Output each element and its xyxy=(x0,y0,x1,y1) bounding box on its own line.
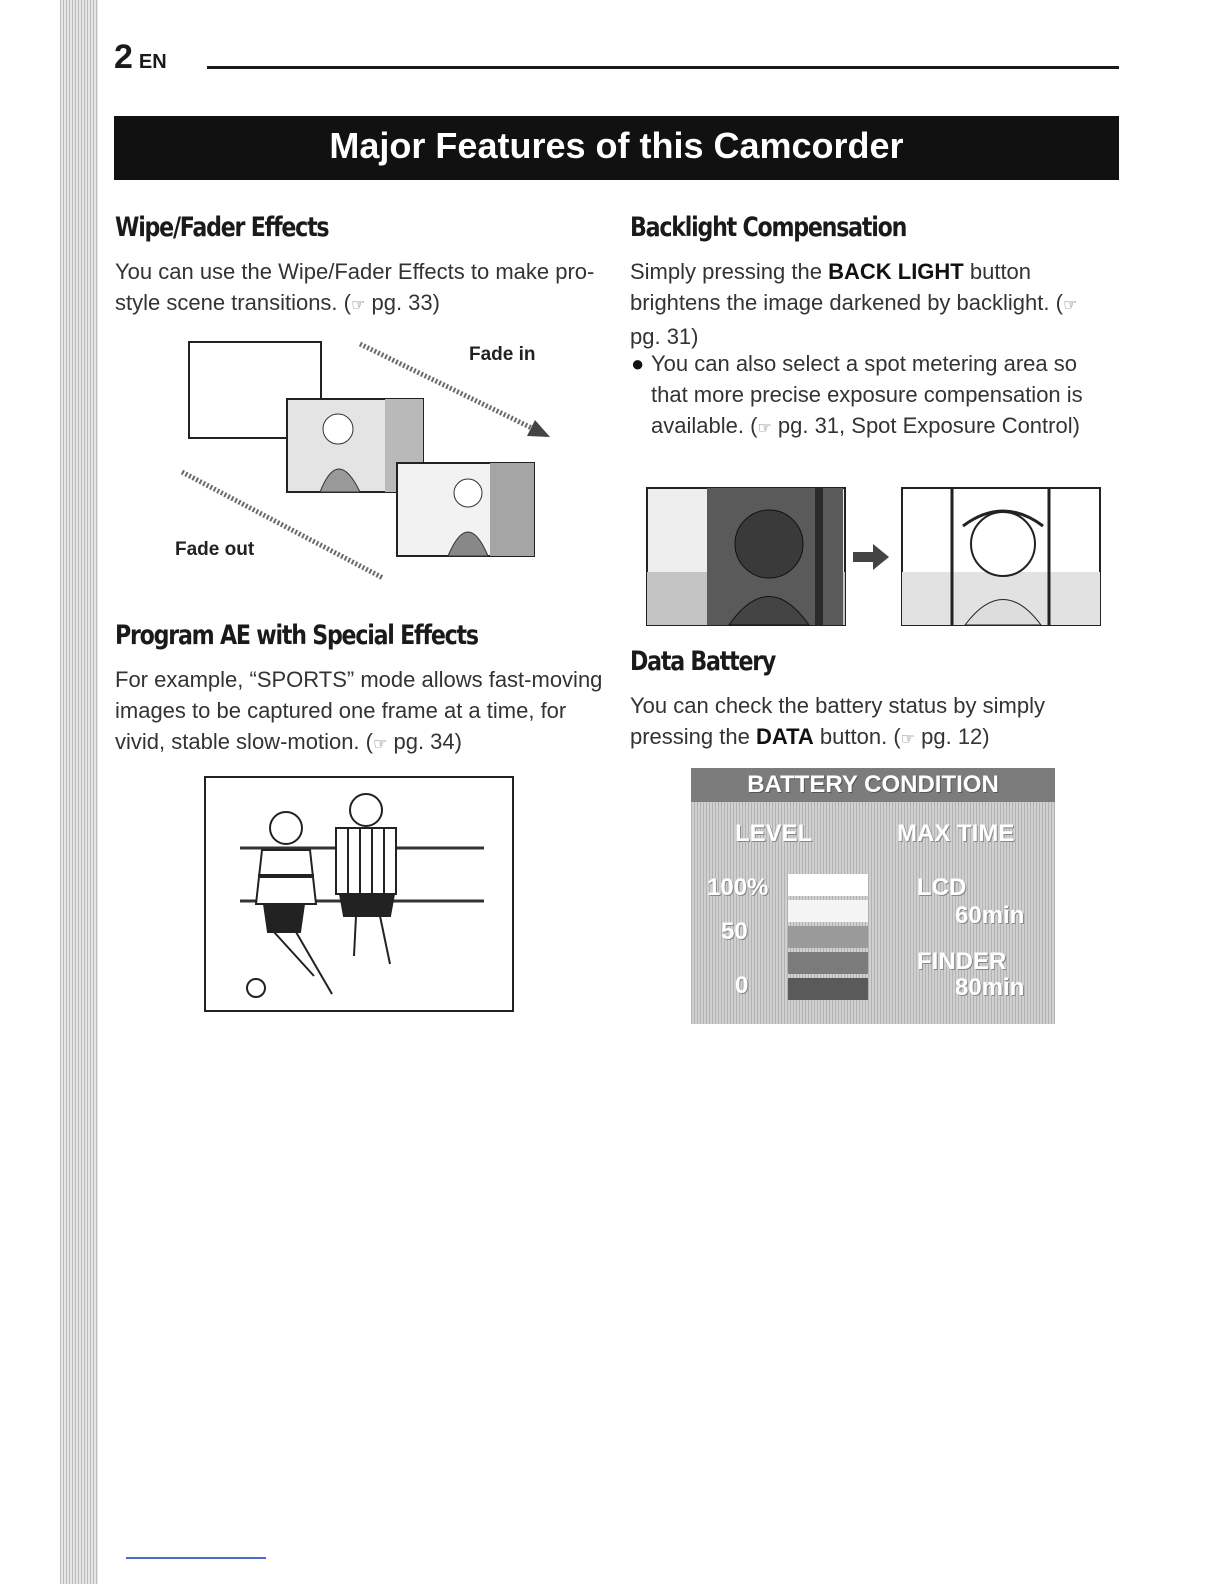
battery-bar-50 xyxy=(788,926,868,948)
header-rule xyxy=(207,66,1119,69)
program-ae-desc: For example, “SPORTS” mode allows fast-moving images to be captured one frame at a time, for vivid, stable slow-motion. xyxy=(115,667,603,754)
backlight-text-post: button brightens the image darkened by backlight. xyxy=(630,259,1050,315)
battery-bar-25 xyxy=(788,952,868,974)
program-ae-ref: pg. 34 xyxy=(393,729,455,754)
bullet-icon: ● xyxy=(631,351,645,376)
finder-label: FINDER xyxy=(917,948,1007,975)
fade-out-label: Fade out xyxy=(175,539,255,560)
level-50-label: 50 xyxy=(721,918,748,945)
data-battery-text-post: button. xyxy=(813,724,888,749)
wipe-fader-ref: pg. 33 xyxy=(371,290,433,315)
battery-bar-75 xyxy=(788,900,868,922)
backlight-illustration xyxy=(645,486,1105,628)
lcd-time: 60min xyxy=(955,902,1025,929)
pointer-icon: ☞ xyxy=(900,731,915,748)
backlight-ref: pg. 31 xyxy=(630,324,692,349)
backlight-text: Simply pressing the BACK LIGHT button brightens the image darkened by backlight. (☞ pg. 31) xyxy=(630,259,1078,349)
backlight-bullet-ref: pg. 31, Spot Exposure Control) xyxy=(777,413,1080,438)
battery-condition-title: BATTERY CONDITION xyxy=(691,768,1055,802)
arrow-right-icon xyxy=(853,544,889,570)
level-100-label: 100% xyxy=(707,874,769,901)
backlight-bullet-text: You can also select a spot metering area so that more precise exposure compensation is available. xyxy=(651,351,1083,438)
wipe-fader-text: You can use the Wipe/Fader Effects to make pro-style scene transitions. (☞ pg. 33) xyxy=(115,259,595,315)
back-light-button-label: BACK LIGHT xyxy=(828,259,964,284)
fade-in-arrowhead xyxy=(527,420,550,437)
fade-frame-front xyxy=(397,463,534,556)
data-button-label: DATA xyxy=(755,724,814,749)
pointer-icon: ☞ xyxy=(757,420,772,437)
compensated-bright-image xyxy=(902,488,1100,625)
pointer-icon: ☞ xyxy=(373,736,388,753)
page-banner: Major Features of this Camcorder xyxy=(114,116,1119,180)
pointer-icon: ☞ xyxy=(1062,297,1078,314)
page-number-value: 2 xyxy=(114,38,133,76)
data-battery-text: You can check the battery status by simply pressing the DATA button. (☞ pg. 12) xyxy=(630,693,1045,749)
wipe-fader-title: Wipe/Fader Effects xyxy=(115,212,329,243)
pointer-icon: ☞ xyxy=(351,297,366,314)
battery-bar-100 xyxy=(788,874,868,896)
max-time-label: MAX TIME xyxy=(897,820,1015,847)
program-ae-text: For example, “SPORTS” mode allows fast-moving images to be captured one frame at a time, for vivid, stable slow-motion. (☞ pg. 34) xyxy=(115,667,603,754)
data-battery-text-pre: You can check the battery status by simply pressing the xyxy=(630,693,1045,749)
backlight-title: Backlight Compensation xyxy=(630,212,907,243)
program-ae-title: Program AE with Special Effects xyxy=(115,620,478,651)
battery-bar-0 xyxy=(788,978,868,1000)
finder-time: 80min xyxy=(955,974,1025,1001)
lcd-label: LCD xyxy=(917,874,967,901)
backlit-dark-image xyxy=(647,488,845,625)
backlight-text-pre: Simply pressing the xyxy=(630,259,829,284)
battery-condition-display xyxy=(691,768,1055,1024)
fade-in-label: Fade in xyxy=(469,344,536,365)
level-label: LEVEL xyxy=(735,820,813,847)
language-code: EN xyxy=(138,51,167,73)
wipe-fader-desc: You can use the Wipe/Fader Effects to make pro-style scene transitions. xyxy=(115,259,595,315)
wipe-fader-illustration xyxy=(170,336,570,586)
sports-illustration xyxy=(204,776,514,1012)
backlight-bullet: ● You can also select a spot metering area so that more precise exposure compensation is available. (☞ pg. 31, Spot Exposure Control) xyxy=(651,348,1116,444)
page-number xyxy=(114,38,167,77)
page-edge-strip xyxy=(60,0,98,1584)
soccer-ball xyxy=(247,979,265,997)
level-0-label: 0 xyxy=(735,972,749,999)
data-battery-title: Data Battery xyxy=(630,646,776,677)
data-battery-ref: pg. 12) xyxy=(921,724,990,749)
bottom-edge-line xyxy=(126,1557,266,1559)
